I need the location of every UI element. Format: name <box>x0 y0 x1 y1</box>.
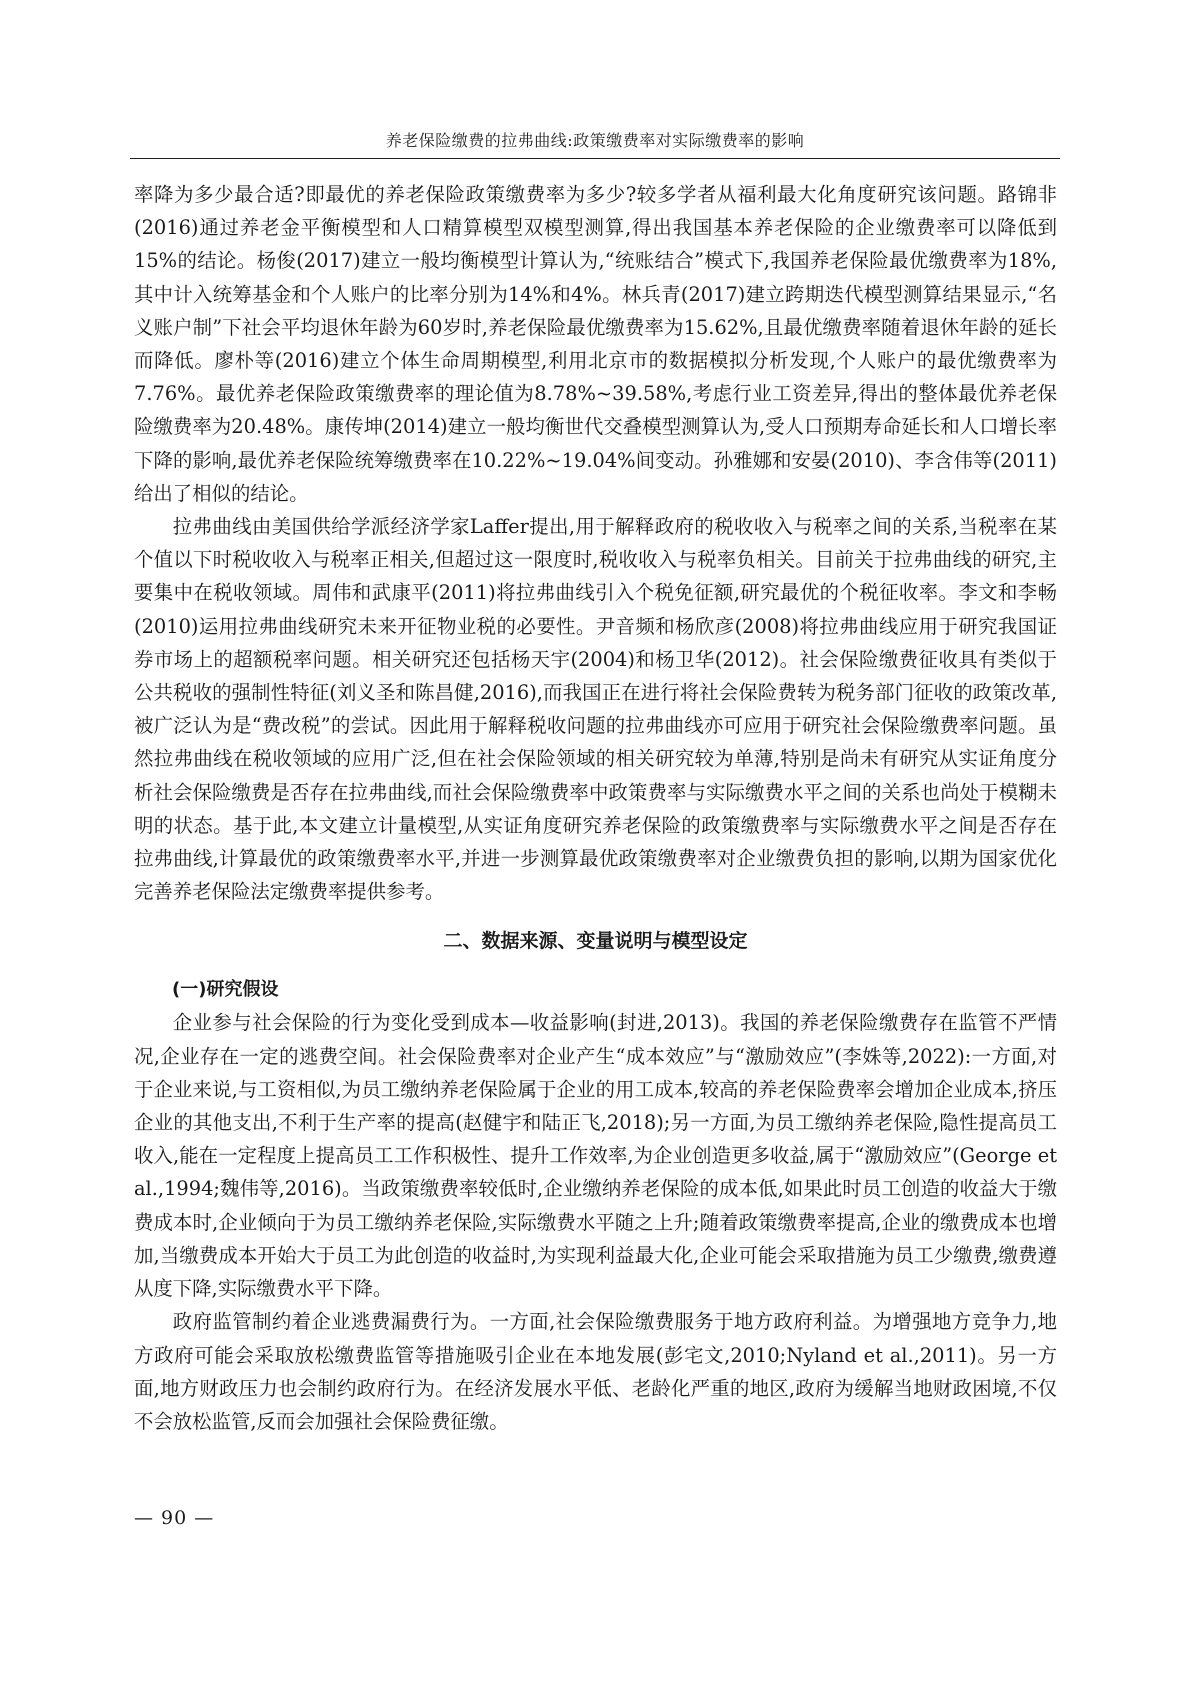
paragraph-4: 政府监管制约着企业逃费漏费行为。一方面,社会保险缴费服务于地方政府利益。为增强地方竞争力,地方政府可能会采取放松缴费监管等措施吸引企业在本地发展(彭宅文,2010;Nyland et al.,2011)。另一方面,地方财政压力也会制约政府行为。在经济发展水平低、老龄化严重的地区,政府为缓解当地财政困境,不仅不会放松监管,反而会加强社会保险费征缴。 <box>134 1310 1057 1433</box>
body-text <box>134 178 1057 1438</box>
paragraph-3: 企业参与社会保险的行为变化受到成本—收益影响(封进,2013)。我国的养老保险缴费存在监管不严情况,企业存在一定的逃费空间。社会保险费率对企业产生“成本效应”与“激励效应”(李姝等,2022):一方面,对于企业来说,与工资相似,为员工缴纳养老保险属于企业的用工成本,较高的养老保险费率会增加企业成本,挤压企业的其他支出,不利于生产率的提高(赵健宇和陆正飞,2018);另一方面,为员工缴纳养老保险,隐性提高员工收入,能在一定程度上提高员工工作积极性、提升工作效率,为企业创造更多收益,属于“激励效应”(George et al.,1994;魏伟等,2016)。当政策缴费率较低时,企业缴纳养老保险的成本低,如果此时员工创造的收益大于缴费成本时,企业倾向于为员工缴纳养老保险,实际缴费水平随之上升;随着政策缴费率提高,企业的缴费成本也增加,当缴费成本开始大于员工为此创造的收益时,为实现利益最大化,企业可能会采取措施为员工少缴费,缴费遵从度下降,实际缴费水平下降。 <box>134 1011 1057 1301</box>
header-rule <box>130 158 1060 159</box>
running-header: 养老保险缴费的拉弗曲线:政策缴费率对实际缴费率的影响 <box>385 131 805 150</box>
subsection-title: (一)研究假设 <box>172 979 279 1001</box>
paragraph-2: 拉弗曲线由美国供给学派经济学家Laffer提出,用于解释政府的税收收入与税率之间的关系,当税率在某个值以下时税收收入与税率正相关,但超过这一限度时,税收收入与税率负相关。目前关于拉弗曲线的研究,主要集中在税收领域。周伟和武康平(2011)将拉弗曲线引入个税免征额,研究最优的个税征收率。李文和李畅(2010)运用拉弗曲线研究未来开征物业税的必要性。尹音频和杨欣彦(2008)将拉弗曲线应用于研究我国证券市场上的超额税率问题。相关研究还包括杨天宇(2004)和杨卫华(2012)。社会保险缴费征收具有类似于公共税收的强制性特征(刘义圣和陈昌健,2016),而我国正在进行将社会保险费转为税务部门征收的政策改革,被广泛认为是“费改税”的尝试。因此用于解释税收问题的拉弗曲线亦可应用于研究社会保险缴费率问题。虽然拉弗曲线在税收领域的应用广泛,但在社会保险领域的相关研究较为单薄,特别是尚未有研究从实证角度分析社会保险缴费是否存在拉弗曲线,而社会保险缴费率中政策费率与实际缴费水平之间的关系也尚处于模糊未明的状态。基于此,本文建立计量模型,从实证角度研究养老保险的政策缴费率与实际缴费水平之间是否存在拉弗曲线,计算最优的政策缴费率水平,并进一步测算最优政策缴费率对企业缴费负担的影响,以期为国家优化完善养老保险法定缴费率提供参考。 <box>134 515 1057 904</box>
page-number: — 90 — <box>134 1507 215 1529</box>
section-title: 二、数据来源、变量说明与模型设定 <box>443 930 748 953</box>
paragraph-1: 率降为多少最合适?即最优的养老保险政策缴费率为多少?较多学者从福利最大化角度研究该问题。路锦非(2016)通过养老金平衡模型和人口精算模型双模型测算,得出我国基本养老保险的企业缴费率可以降低到15%的结论。杨俊(2017)建立一般均衡模型计算认为,“统账结合”模式下,我国养老保险最优缴费率为18%,其中计入统筹基金和个人账户的比率分别为14%和4%。林兵青(2017)建立跨期迭代模型测算结果显示,“名义账户制”下社会平均退休年龄为60岁时,养老保险最优缴费率为15.62%,且最优缴费率随着退休年龄的延长而降低。廖朴等(2016)建立个体生命周期模型,利用北京市的数据模拟分析发现,个人账户的最优缴费率为7.76%。最优养老保险政策缴费率的理论值为8.78%~39.58%,考虑行业工资差异,得出的整体最优养老保险缴费率为20.48%。康传坤(2014)建立一般均衡世代交叠模型测算认为,受人口预期寿命延长和人口增长率下降的影响,最优养老保险统筹缴费率在10.22%~19.04%间变动。孙雅娜和安晏(2010)、李含伟等(2011)给出了相似的结论。 <box>134 183 1057 505</box>
